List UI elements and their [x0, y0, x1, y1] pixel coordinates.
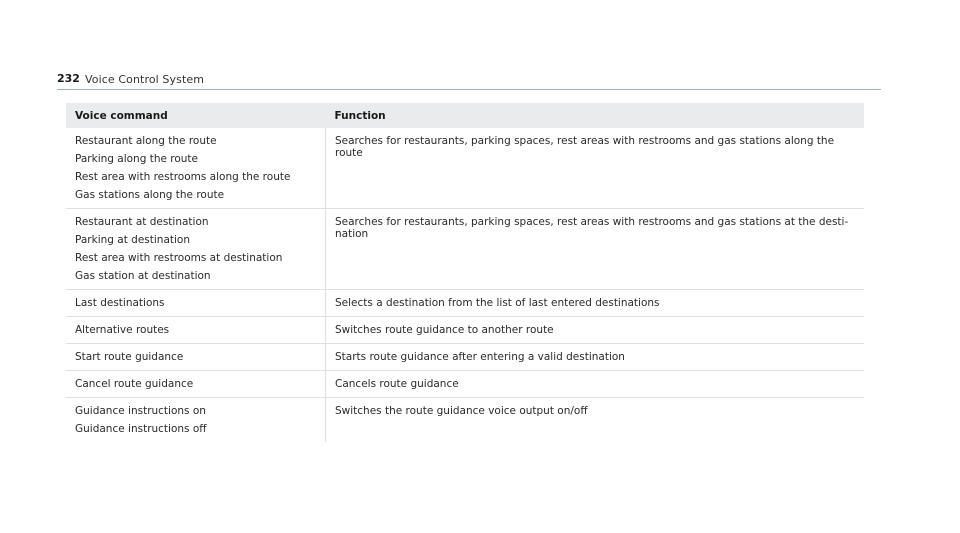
- table-row: [66, 128, 864, 209]
- function-cell: Searches for restaurants, parking spaces, rest areas with restrooms and gas stations at the desti-nation: [326, 209, 865, 290]
- command-text: Guidance instructions off: [75, 423, 207, 435]
- table-row: [66, 371, 864, 398]
- command-text: Gas station at destination: [75, 270, 211, 282]
- command-text: Parking at destination: [75, 234, 190, 246]
- function-cell: Searches for restaurants, parking spaces, rest areas with restrooms and gas stations along the route: [326, 128, 865, 209]
- command-text: Alternative routes: [75, 324, 170, 336]
- command-text: Last destinations: [75, 297, 165, 309]
- command-text: Rest area with restrooms along the route: [75, 171, 291, 183]
- table-row: [66, 317, 864, 344]
- page-header: [57, 71, 881, 90]
- function-cell: Cancels route guidance: [326, 371, 865, 398]
- command-text: Restaurant at destination: [75, 216, 209, 228]
- table-row: [66, 290, 864, 317]
- command-text: Rest area with restrooms at destination: [75, 252, 283, 264]
- page-number: 232: [57, 72, 80, 85]
- table-row: [66, 344, 864, 371]
- command-cell: [66, 398, 326, 443]
- command-text: Gas stations along the route: [75, 189, 225, 201]
- command-text: Cancel route guidance: [75, 378, 194, 390]
- command-cell: [66, 290, 326, 317]
- column-header-voice-command: Voice command: [66, 103, 326, 128]
- voice-command-table: [66, 103, 864, 442]
- command-text: Start route guidance: [75, 351, 184, 363]
- function-cell: Switches the route guidance voice output on/off: [335, 405, 588, 417]
- table-row: [66, 398, 864, 443]
- table-header-row: [66, 103, 864, 128]
- section-title: Voice Control System: [85, 73, 205, 86]
- command-cell: [66, 209, 326, 290]
- command-cell: [66, 128, 326, 209]
- command-cell: [66, 344, 326, 371]
- function-cell: Selects a destination from the list of last entered destinations: [326, 290, 865, 317]
- command-cell: [66, 371, 326, 398]
- command-cell: [66, 317, 326, 344]
- command-text: Restaurant along the route: [75, 135, 217, 147]
- function-cell: Starts route guidance after entering a valid destination: [326, 344, 865, 371]
- column-header-function: Function: [326, 103, 865, 128]
- command-text: Parking along the route: [75, 153, 199, 165]
- function-cell: Switches route guidance to another route: [326, 317, 865, 344]
- command-text: Guidance instructions on: [75, 405, 206, 417]
- table-row: [66, 209, 864, 290]
